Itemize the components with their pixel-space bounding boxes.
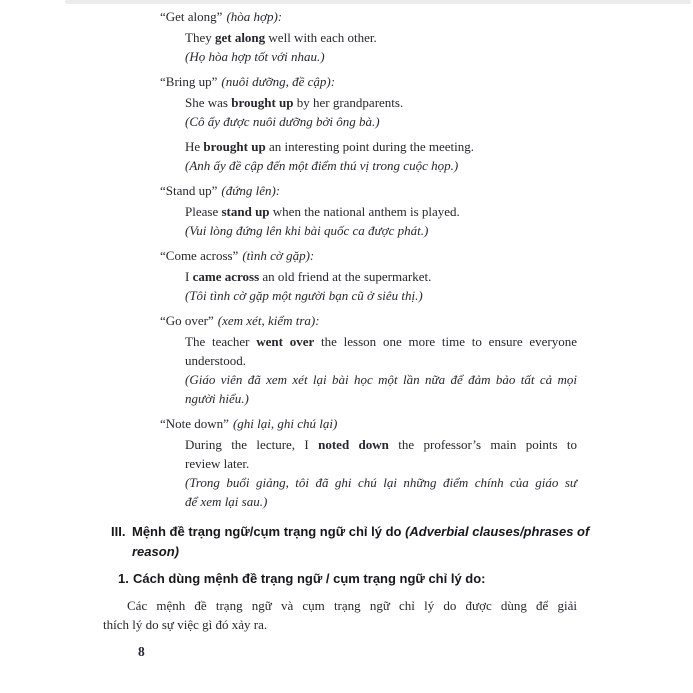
text: review later. [185,456,250,471]
phrase-name: “Go over” [160,313,214,328]
phrase-gloss-vi: (tình cờ gặp): [242,248,315,263]
example-translation-vi [185,156,577,175]
phrase-gloss-vi: (nuôi dưỡng, đề cập): [221,74,336,89]
example-en-line [185,351,577,370]
phrasal-verb-entry [103,72,577,175]
bold-text: brought up [231,95,294,110]
example-translation-vi [185,47,577,66]
example-en-line [185,28,577,47]
italic-text: (Adverbial clauses/phrases of [405,524,590,539]
example-sentence-en [185,137,577,156]
example-vi-line: (Trong buổi giảng, tôi đã ghi chú lại những điểm chính của giáo sư [185,475,577,490]
subsection-number: 1. [118,571,129,586]
phrasal-verb-entry [103,246,577,305]
text: Please [185,204,222,219]
phrasal-verb-entry [103,414,577,511]
phrase-name: “Come across” [160,248,239,263]
phrase-name: “Note down” [160,416,229,431]
section-title [132,522,589,562]
bold-text: stand up [221,204,270,219]
example-en-line [185,202,577,221]
example-block [185,28,577,66]
bold-text: went over [256,334,315,349]
example-vi-line: (Tôi tình cờ gặp một người bạn cũ ở siêu thị.) [185,288,423,303]
example-en-line [185,435,577,454]
phrase-gloss-vi: (xem xét, kiểm tra): [217,313,320,328]
example-translation-vi [185,473,577,511]
phrase-gloss-vi: (đứng lên): [221,183,281,198]
example-block [185,267,577,305]
bold-text: brought up [203,139,266,154]
example-translation-vi [185,112,577,131]
text: the professor’s main points to [388,437,577,452]
text: by her grandparents. [293,95,404,110]
example-sentence-en [185,332,577,370]
example-block [185,137,577,175]
example-translation-vi [185,286,577,305]
example-en-line [185,332,577,351]
phrasal-verbs-section [103,7,577,511]
example-sentence-en [185,202,577,221]
phrasal-verb-entry [103,181,577,240]
phrase-heading [160,246,577,265]
phrase-name: “Bring up” [160,74,218,89]
text: an interesting point during the meeting. [265,139,475,154]
bold-text: noted down [318,437,389,452]
page-content [103,4,590,634]
text: understood. [185,353,247,368]
text: I [185,269,193,284]
bold-text: came across [192,269,260,284]
text: The teacher [185,334,257,349]
example-en-line [185,267,577,286]
example-sentence-en [185,28,577,47]
phrase-heading [160,311,577,330]
subsection-heading-usage [118,569,577,588]
example-block [185,202,577,240]
text: when the national anthem is played. [269,204,460,219]
phrase-gloss-vi: (hòa hợp): [226,9,283,24]
text: Mệnh đề trạng ngữ/cụm trạng ngữ chỉ lý do [132,524,406,539]
example-en-line [185,93,577,112]
example-vi-line: (Anh ấy đề cập đến một điểm thú vị trong cuộc họp.) [185,158,459,173]
page-number: 8 [138,644,145,659]
text: well with each other. [265,30,377,45]
subsection-title: Cách dùng mệnh đề trạng ngữ / cụm trạng ngữ chỉ lý do: [133,571,486,586]
bold-text: get along [214,30,266,45]
section-heading-line [132,542,589,562]
phrase-gloss-vi: (ghi lại, ghi chú lại) [232,416,338,431]
phrase-heading [160,7,577,26]
example-vi-line: (Giáo viên đã xem xét lại bài học một lần nữa để đảm bảo tất cả mọi [185,372,577,387]
body-paragraph [103,596,577,634]
example-translation-vi [185,221,577,240]
text: She was [185,95,232,110]
text: He [185,139,204,154]
phrasal-verb-entry [103,7,577,66]
example-en-line [185,454,577,473]
example-vi-line: người hiểu.) [185,391,249,406]
section-heading-adverbial-clauses-of-reason [111,522,590,562]
example-block [185,93,577,131]
body-paragraph-line: thích lý do sự việc gì đó xảy ra. [103,617,268,632]
text: During the lecture, I [185,437,319,452]
italic-text: reason) [132,544,179,559]
phrasal-verb-entry [103,311,577,408]
phrase-heading [160,414,577,433]
example-vi-line: (Họ hòa hợp tốt với nhau.) [185,49,325,64]
text: They [185,30,215,45]
example-vi-line: (Vui lòng đứng lên khi bài quốc ca được phát.) [185,223,429,238]
section-heading-line [132,522,589,542]
text: the lesson one more time to ensure everyone [314,334,577,349]
text: an old friend at the supermarket. [259,269,432,284]
phrase-name: “Get along” [160,9,223,24]
phrase-name: “Stand up” [160,183,218,198]
phrase-heading [160,181,577,200]
example-vi-line: (Cô ấy được nuôi dưỡng bởi ông bà.) [185,114,380,129]
body-paragraph-line: Các mệnh đề trạng ngữ và cụm trạng ngữ chỉ lý do được dùng để giải [127,598,577,613]
example-sentence-en [185,267,577,286]
section-number: III. [111,524,126,539]
example-sentence-en [185,435,577,473]
example-block [185,332,577,408]
example-en-line [185,137,577,156]
example-block [185,435,577,511]
phrase-heading [160,72,577,91]
example-vi-line: để xem lại sau.) [185,494,268,509]
example-translation-vi [185,370,577,408]
example-sentence-en [185,93,577,112]
